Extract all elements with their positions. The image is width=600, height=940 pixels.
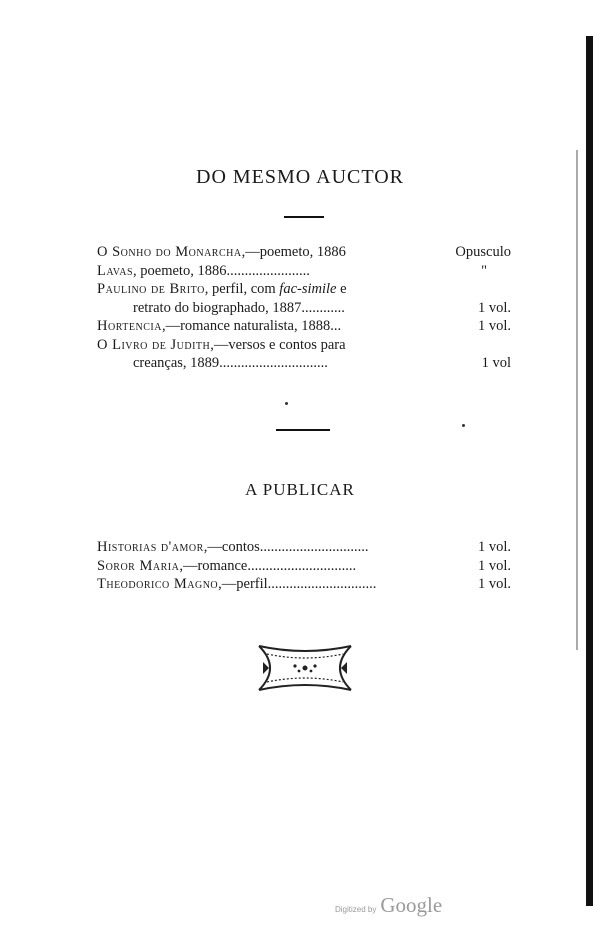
work-title: Paulino de Brito [97,281,205,297]
work-details-end: e [336,281,347,297]
volume-count: 1 vol [481,355,511,371]
list-item [97,557,511,576]
work-details: ,—perfil.............................. [218,576,377,592]
volume-count: 1 vol. [477,318,511,334]
volume-count: " [481,262,487,279]
list-item [97,280,511,299]
work-title: Soror Maria [97,557,180,574]
volume-count: Opusculo [455,244,511,260]
work-details: ,—romance.............................. [179,557,357,574]
list-item [97,336,511,355]
work-title: Theodorico Magno [97,576,219,592]
volume-count: 1 vol. [477,576,511,592]
work-title: O Sonho do Monarcha [97,244,242,260]
list-item [97,299,511,318]
list-item [97,317,511,336]
work-details: ,—poemeto, 1886 [241,244,346,260]
work-details: , perfil, com [204,281,280,297]
list-item [97,354,511,373]
volume-count: 1 vol. [477,539,511,555]
work-details: ,—contos.............................. [203,539,369,555]
list-item [97,262,511,281]
google-logo-text: Google [380,893,443,917]
section-title-do-mesmo-auctor: DO MESMO AUCTOR [196,166,404,188]
list-item [97,243,511,262]
volume-count: 1 vol. [477,557,511,574]
work-title: Hortencia [97,318,162,334]
work-title: O Livro de Judith [97,336,211,353]
work-details-italic: fac-simile [279,281,337,297]
works-list [97,243,511,373]
divider-rule [276,429,330,431]
page-edge-shadow [576,150,578,650]
work-details: creanças, 1889.............................. [133,355,328,371]
print-speck [462,424,465,427]
work-title: Historias d'amor [97,539,204,555]
digitized-by-google-watermark [335,893,442,918]
work-title: Lavas [97,262,134,279]
work-details: retrato do biographado, 1887............ [133,299,345,316]
work-details: ,—romance naturalista, 1888... [161,318,342,334]
work-details: ,—versos e contos para [210,336,346,353]
digitized-label: Digitized by [335,905,377,914]
list-item [97,575,511,594]
printers-ornament-icon [255,640,355,696]
section-title-a-publicar: A PUBLICAR [245,480,355,499]
list-item [97,538,511,557]
work-details: , poemeto, 1886....................... [133,262,310,279]
print-speck [285,402,288,405]
volume-count: 1 vol. [477,299,511,316]
divider-rule [284,216,324,218]
forthcoming-list [97,538,511,594]
